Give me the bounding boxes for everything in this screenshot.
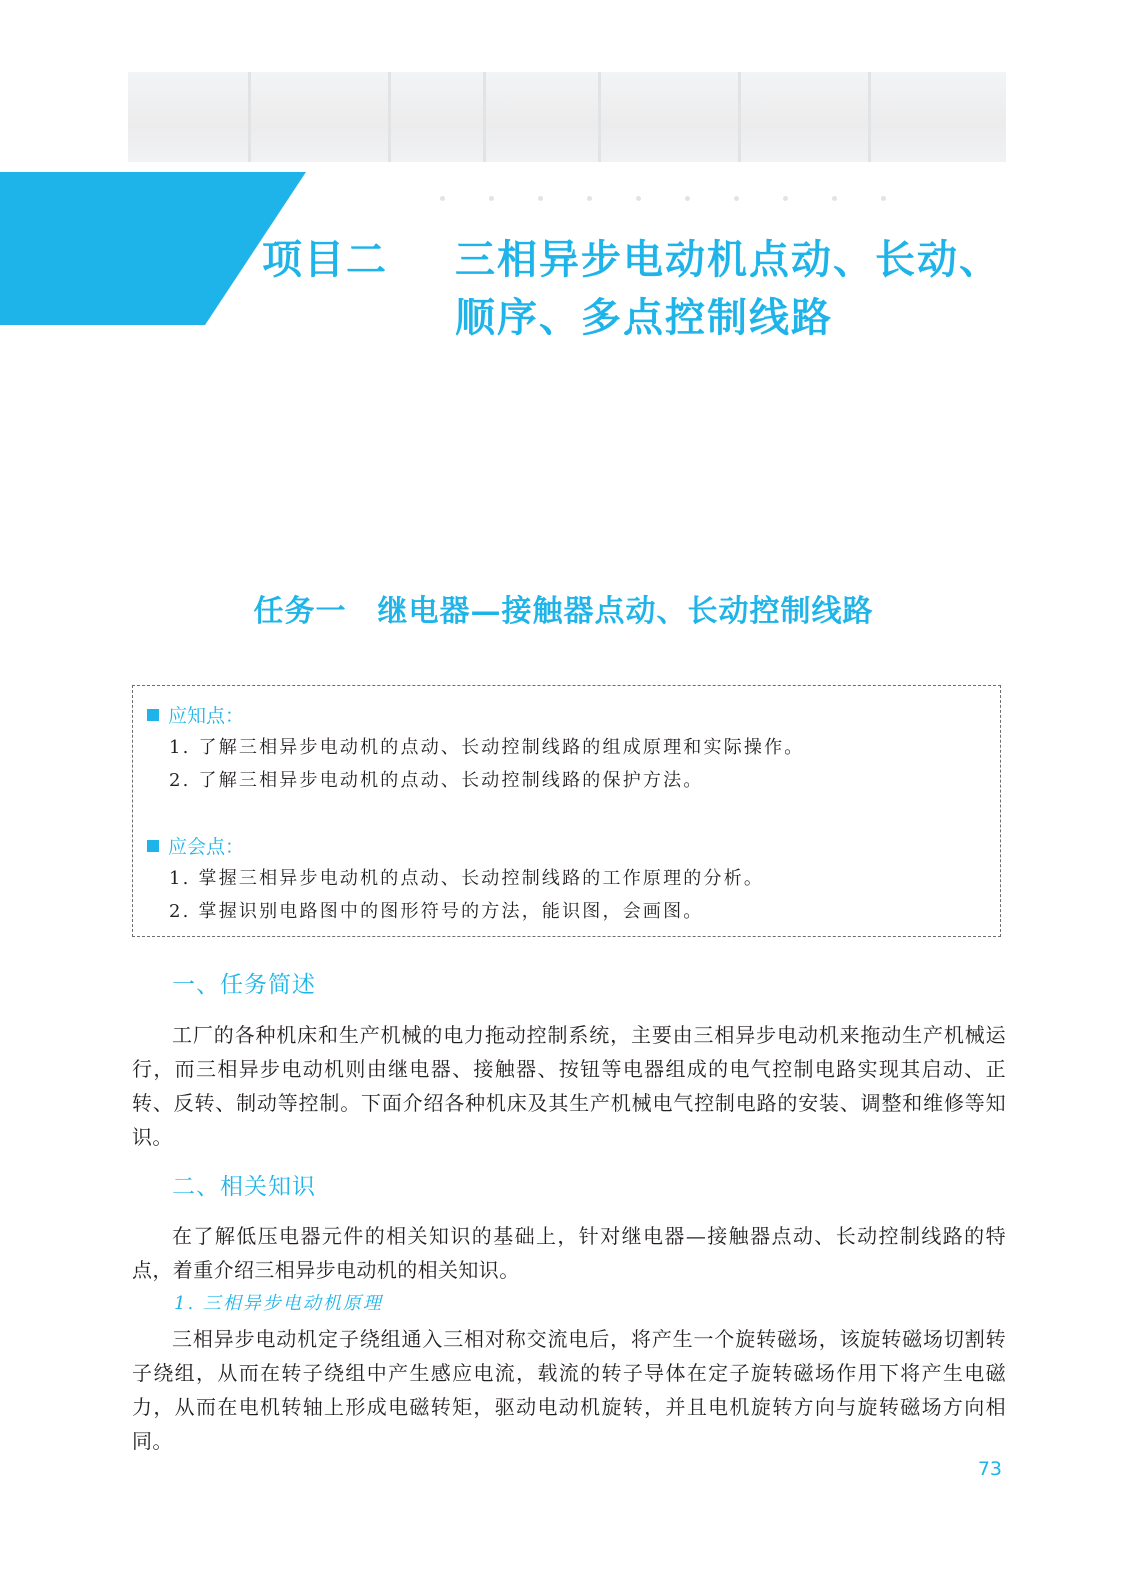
project-title-line1: 三相异步电动机点动、长动、 <box>455 237 1001 283</box>
square-bullet-icon <box>147 840 159 852</box>
chapter-accent-shape <box>0 172 306 325</box>
can-item: 1. 掌握三相异步电动机的点动、长动控制线路的工作原理的分析。 <box>169 868 765 889</box>
overview-paragraph: 工厂的各种机床和生产机械的电力拖动控制系统，主要由三相异步电动机来拖动生产机械运行，而三相异步电动机则由继电器、接触器、按钮等电器组成的电气控制电路实现其启动、正转、反转、制动等控制。下面介绍各种机床及其生产机械电气控制电路的安装、调整和维修等知识。 <box>132 1023 1006 1149</box>
header-decor-band <box>128 72 1006 162</box>
principle-heading: 1. 三相异步电动机原理 <box>174 1293 383 1314</box>
knowledge-paragraph: 在了解低压电器元件的相关知识的基础上，针对继电器—接触器点动、长动控制线路的特点，着重介绍三相异步电动机的相关知识。 <box>132 1224 1006 1282</box>
task-title: 任务一 继电器—接触器点动、长动控制线路 <box>253 594 874 629</box>
knowledge-heading: 二、相关知识 <box>172 1174 316 1200</box>
know-item: 2. 了解三相异步电动机的点动、长动控制线路的保护方法。 <box>169 770 704 791</box>
know-points-heading: 应知点： <box>147 703 244 729</box>
square-bullet-icon <box>147 709 159 721</box>
learning-objectives-box <box>132 685 1001 937</box>
can-points-heading: 应会点： <box>147 834 244 860</box>
project-title-line2: 顺序、多点控制线路 <box>455 295 833 341</box>
know-item: 1. 了解三相异步电动机的点动、长动控制线路的组成原理和实际操作。 <box>169 737 805 758</box>
principle-paragraph: 三相异步电动机定子绕组通入三相对称交流电后，将产生一个旋转磁场，该旋转磁场切割转子绕组，从而在转子绕组中产生感应电流，载流的转子导体在定子旋转磁场作用下将产生电磁力，从而在电机转轴上形成电磁转矩，驱动电动机旋转，并且电机旋转方向与旋转磁场方向相同。 <box>132 1327 1006 1453</box>
page-number: 73 <box>977 1458 1002 1480</box>
can-item: 2. 掌握识别电路图中的图形符号的方法，能识图，会画图。 <box>169 901 704 922</box>
overview-heading: 一、任务简述 <box>172 972 316 998</box>
project-label: 项目二 <box>262 237 388 283</box>
header-decor-dots <box>440 186 960 192</box>
